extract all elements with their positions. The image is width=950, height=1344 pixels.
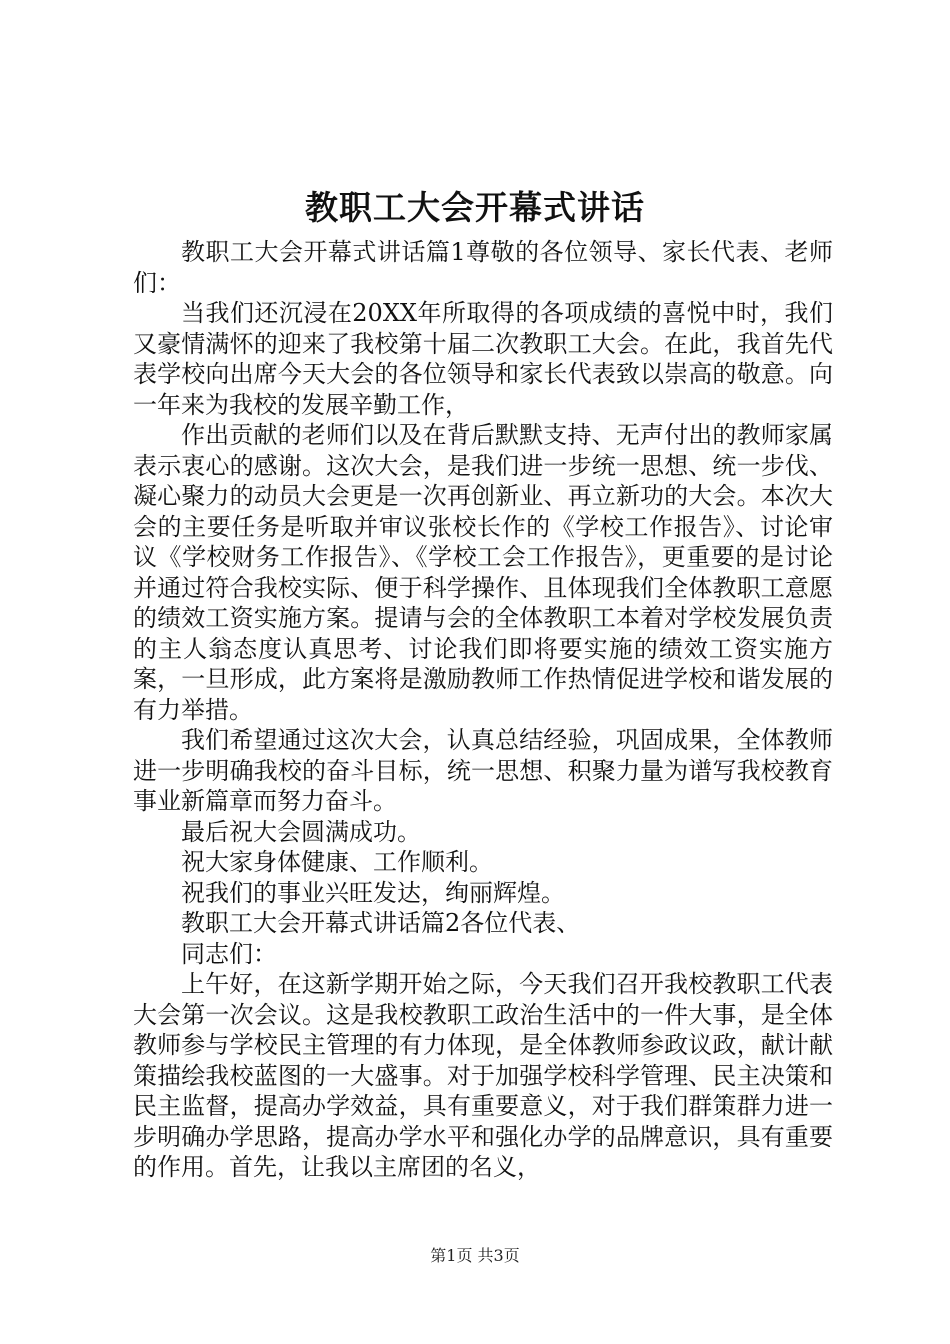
paragraph-7: 祝我们的事业兴旺发达，绚丽辉煌。 (181, 878, 565, 907)
paragraph-2: 当我们还沉浸在20XX年所取得的各项成绩的喜悦中时，我们又豪情满怀的迎来了我校第十届二次教职工大会。在此，我首先代表学校向出席今天大会的各位领导和家长代表致以崇高的敬意。向一年来为我校的发展辛勤工作， (133, 299, 833, 419)
paragraph-6: 祝大家身体健康、工作顺利。 (181, 848, 493, 876)
paragraph-5: 最后祝大会圆满成功。 (181, 817, 421, 846)
paragraph-4: 我们希望通过这次大会，认真总结经验，巩固成果，全体教师进一步明确我校的奋斗目标，统一思想、积聚力量为谱写我校教育事业新篇章而努力奋斗。 (133, 726, 833, 815)
document-title: 教职工大会开幕式讲话 (305, 188, 645, 227)
paragraph-1: 教职工大会开幕式讲话篇1尊敬的各位领导、家长代表、老师们： (133, 238, 833, 297)
paragraph-9: 同志们： (181, 939, 277, 968)
document-body (133, 237, 833, 1183)
page-footer: 第1页 共3页 (430, 1246, 520, 1265)
paragraph-3: 作出贡献的老师们以及在背后默默支持、无声付出的教师家属表示衷心的感谢。这次大会，是我们进一步统一思想、统一步伐、凝心聚力的动员大会更是一次再创新业、再立新功的大会。本次大会的主要任务是听取并审议张校长作的《学校工作报告》、讨论审议《学校财务工作报告》、《学校工会工作报告》，更重要的是讨论并通过符合我校实际、便于科学操作、且体现我们全体教职工意愿的绩效工资实施方案。提请与会的全体教职工本着对学校发展负责的主人翁态度认真思考、讨论我们即将要实施的绩效工资实施方案，一旦形成，此方案将是激励教师工作热情促进学校和谐发展的有力举措。 (133, 421, 833, 724)
paragraph-10: 上午好，在这新学期开始之际，今天我们召开我校教职工代表大会第一次会议。这是我校教职工政治生活中的一件大事，是全体教师参与学校民主管理的有力体现，是全体教师参政议政，献计献策描绘我校蓝图的一大盛事。对于加强学校科学管理、民主决策和民主监督，提高办学效益，具有重要意义，对于我们群策群力进一步明确办学思路，提高办学水平和强化办学的品牌意识，具有重要的作用。首先，让我以主席团的名义， (133, 970, 833, 1181)
paragraph-8: 教职工大会开幕式讲话篇2各位代表、 (181, 909, 581, 937)
